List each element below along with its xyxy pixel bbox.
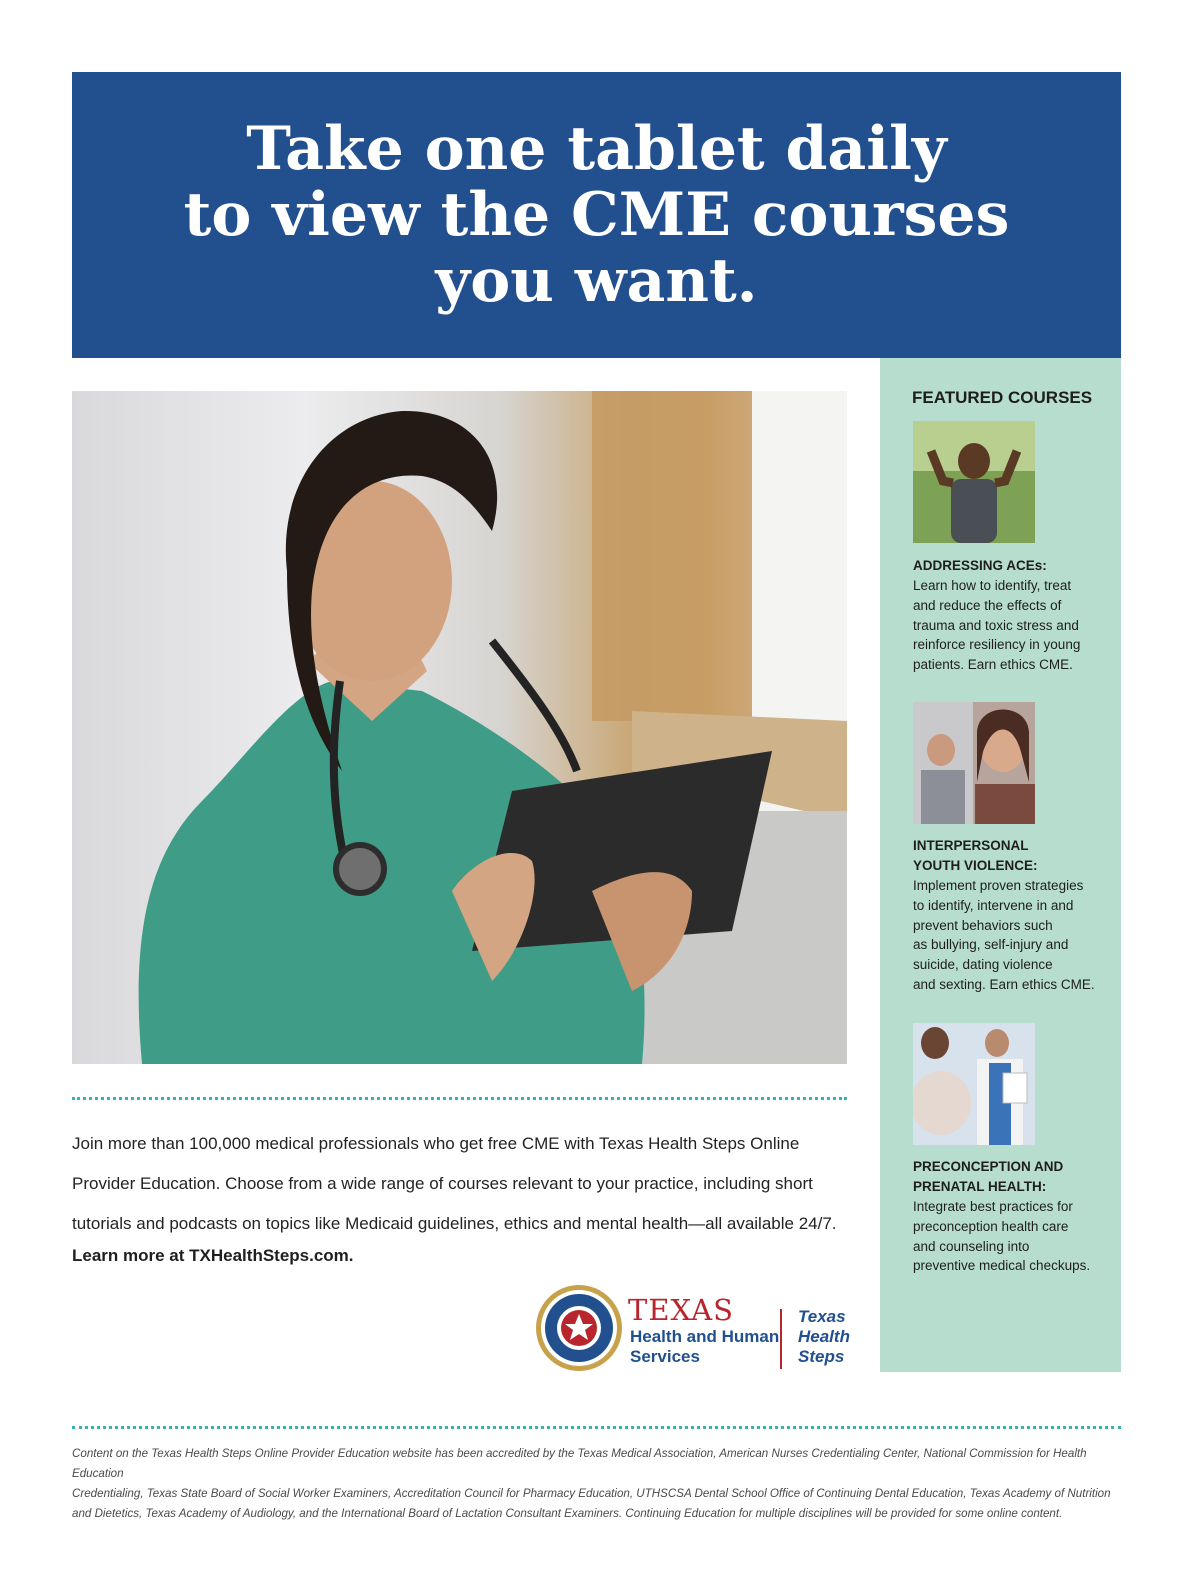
course-title-youth-violence bbox=[913, 836, 1113, 876]
course-desc-youth-violence bbox=[913, 876, 1113, 995]
ths-line-1: Texas bbox=[798, 1307, 846, 1326]
headline-banner bbox=[72, 72, 1121, 358]
course-desc-line: and sexting. Earn ethics CME. bbox=[913, 976, 1095, 992]
nurse-photo bbox=[72, 391, 847, 1064]
course-title-line: INTERPERSONAL bbox=[913, 838, 1029, 853]
course-title-line: PRENATAL HEALTH: bbox=[913, 1179, 1047, 1194]
course-title-prenatal bbox=[913, 1157, 1113, 1197]
nurse-photo-illustration bbox=[72, 391, 847, 1064]
course-desc-line: trauma and toxic stress and bbox=[913, 617, 1079, 633]
learn-more-link[interactable]: Learn more at TXHealthSteps.com. bbox=[72, 1246, 354, 1265]
ths-line-3: Steps bbox=[798, 1347, 845, 1366]
course-title-line: PRECONCEPTION AND bbox=[913, 1159, 1064, 1174]
course-title-line: YOUTH VIOLENCE: bbox=[913, 858, 1038, 873]
course-desc-line: preconception health care bbox=[913, 1218, 1069, 1234]
course-desc-line: preventive medical checkups. bbox=[913, 1258, 1091, 1274]
course-desc-line: Integrate best practices for bbox=[913, 1199, 1073, 1214]
footnote-line: Content on the Texas Health Steps Online Provider Education website has been accredited by the Texas Medical Association, American Nurses Credentialing Center, National Commission for Health Education bbox=[72, 1447, 1087, 1480]
course-desc-line: Learn how to identify, treat bbox=[913, 578, 1072, 593]
footnote-line: Credentialing, Texas State Board of Social Worker Examiners, Accreditation Council for Pharmacy Education, UTHSCSA Dental School Office of Continuing Dental Education, Texas Academy of Nutrition bbox=[72, 1487, 1111, 1500]
course-desc-line: and reduce the effects of bbox=[913, 597, 1062, 613]
intro-paragraph: Join more than 100,000 medical professionals who get free CME with Texas Health Steps Online Provider Education. Choose from a wide range of courses relevant to your practice, including short tutorials and podcasts on topics like Medicaid guidelines, ethics and mental health—all available 24/7. bbox=[72, 1134, 837, 1233]
headline-line-1: Take one tablet daily bbox=[246, 114, 947, 184]
course-desc-prenatal bbox=[913, 1197, 1113, 1276]
course-desc-line: and counseling into bbox=[913, 1238, 1030, 1254]
course-title-aces-line: ADDRESSING ACEs: bbox=[913, 558, 1047, 573]
course-desc-line: reinforce resiliency in young bbox=[913, 637, 1081, 653]
separator-dots bbox=[72, 1097, 847, 1100]
hhs-texas-wordmark: TEXAS bbox=[628, 1293, 734, 1327]
headline-line-2: to view the CME courses bbox=[183, 180, 1010, 250]
hhs-line-1: Health and Human bbox=[630, 1327, 780, 1346]
course-desc-line: patients. Earn ethics CME. bbox=[913, 657, 1073, 673]
course-desc-aces bbox=[913, 576, 1113, 675]
course-image-youth-violence bbox=[913, 702, 1035, 824]
course-desc-line: suicide, dating violence bbox=[913, 957, 1053, 973]
course-desc-line: as bullying, self-injury and bbox=[913, 937, 1069, 953]
course-desc-line: prevent behaviors such bbox=[913, 917, 1053, 933]
ths-line-2: Health bbox=[798, 1327, 850, 1346]
headline-line-3: you want. bbox=[435, 246, 758, 316]
footnote-line: and Dietetics, Texas Academy of Audiology, and the International Board of Lactation Consultant Examiners. Continuing Education for multiple disciplines will be provided for some online content. bbox=[72, 1507, 1063, 1520]
accreditation-footnote bbox=[72, 1444, 1122, 1524]
course-image-prenatal bbox=[913, 1023, 1035, 1145]
texas-health-steps-logo bbox=[798, 1307, 850, 1367]
hhs-line-2: Services bbox=[630, 1347, 700, 1366]
featured-courses-sidebar bbox=[880, 358, 1121, 1372]
logo-divider bbox=[780, 1309, 782, 1369]
course-title-aces bbox=[913, 556, 1113, 576]
footer-separator-dots bbox=[72, 1426, 1121, 1429]
course-desc-line: to identify, intervene in and bbox=[913, 897, 1074, 913]
course-desc-line: Implement proven strategies bbox=[913, 878, 1084, 893]
logos bbox=[534, 1283, 854, 1373]
course-image-aces bbox=[913, 421, 1035, 543]
headline bbox=[147, 116, 1047, 314]
texas-seal-icon bbox=[534, 1283, 624, 1373]
sidebar-title: FEATURED COURSES bbox=[912, 388, 1093, 407]
